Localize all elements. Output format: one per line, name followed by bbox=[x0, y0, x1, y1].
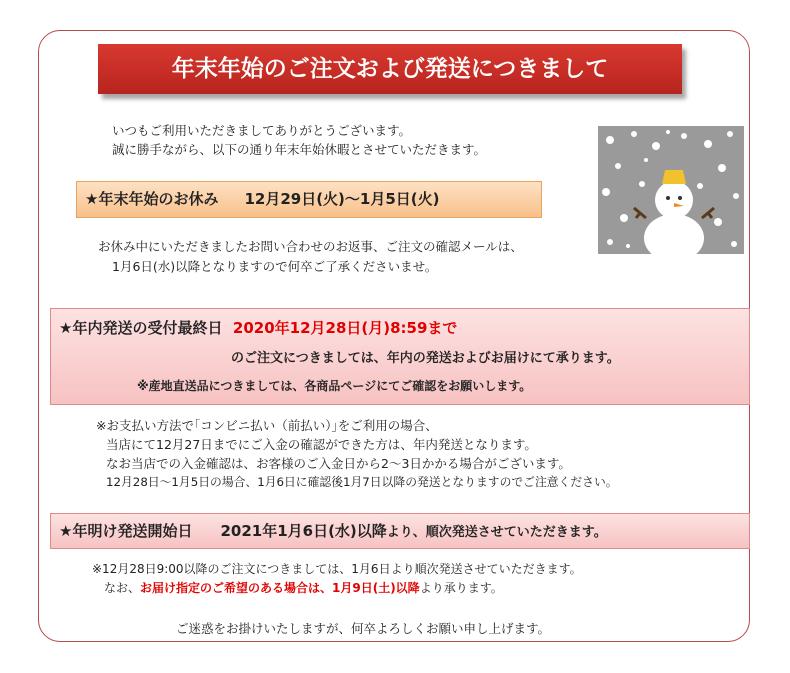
newyear-note-line-2 bbox=[104, 579, 503, 598]
holiday-period: 12月29日(火)～1月5日(火) bbox=[244, 190, 440, 208]
newyear-label: ★年明け発送開始日 bbox=[59, 522, 193, 540]
deadline-heading bbox=[59, 317, 457, 338]
holiday-banner bbox=[76, 181, 542, 218]
closing-text: ご迷惑をお掛けいたしますが、何卒よろしくお願い申し上げます。 bbox=[176, 621, 551, 636]
payment-note-line-4: 12月28日～1月5日の場合、1月6日に確認後1月7日以降の発送となりますのでご注意ください。 bbox=[106, 475, 618, 489]
holiday-note-line-1: お休み中にいただきましたお問い合わせのお返事、ご注文の確認メールは、 bbox=[98, 239, 523, 254]
payment-note-line-1: ※お支払い方法で｢コンビニ払い（前払い）｣をご利用の場合、 bbox=[96, 418, 438, 433]
newyear-note-line-1: ※12月28日9:00以降のご注文につきましては、1月6日より順次発送させていただきます。 bbox=[92, 562, 582, 576]
newyear-suffix: より、順次発送させていただきます。 bbox=[386, 525, 607, 540]
intro-line-2: 誠に勝手ながら、以下の通り年末年始休暇とさせていただきます。 bbox=[112, 142, 487, 157]
snowman-icon bbox=[598, 126, 744, 276]
deadline-banner bbox=[50, 308, 750, 405]
newyear-note-highlight: お届け指定のご希望のある場合は、1月9日(土)以降 bbox=[140, 581, 420, 595]
newyear-note-prefix: なお、 bbox=[104, 581, 141, 595]
deadline-line-2: ※産地直送品につきましては、各商品ページにてご確認をお願いします。 bbox=[137, 379, 532, 393]
newyear-banner bbox=[50, 513, 750, 549]
deadline-line-1: のご注文につきましては、年内の発送およびお届けにて承ります。 bbox=[231, 351, 620, 366]
holiday-label: ★年末年始のお休み bbox=[85, 190, 219, 208]
holiday-note-line-2: 1月6日(水)以降となりますので何卒ご了承くださいませ。 bbox=[112, 259, 438, 274]
deadline-label: ★年内発送の受付最終日 bbox=[59, 319, 223, 337]
payment-note-line-2: 当店にて12月27日までにご入金の確認ができた方は、年内発送となります。 bbox=[106, 437, 537, 452]
newyear-date: 2021年1月6日(水)以降 bbox=[220, 522, 387, 540]
newyear-note-suffix: より承ります。 bbox=[419, 581, 503, 595]
page-title: 年末年始のご注文および発送につきまして bbox=[98, 44, 682, 94]
deadline-date: 2020年12月28日(月)8:59まで bbox=[232, 319, 458, 337]
intro-line-1: いつもご利用いただきましてありがとうございます。 bbox=[112, 123, 412, 138]
payment-note-line-3: なお当店での入金確認は、お客様のご入金日から2～3日かかる場合がございます。 bbox=[106, 456, 571, 471]
